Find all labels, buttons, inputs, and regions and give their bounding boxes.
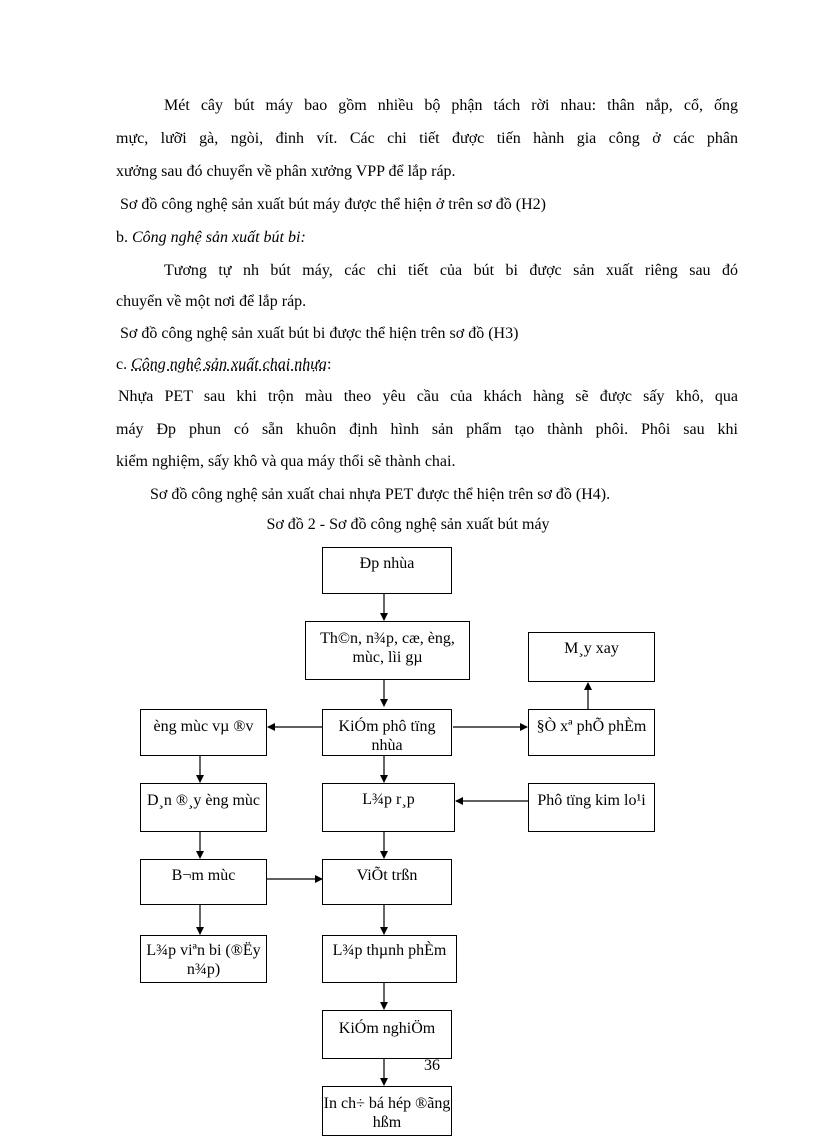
- box-dan-day: D¸n ®¸y èng mùc: [140, 783, 267, 832]
- paragraph-1-line-3: xưởng sau đó chuyển về phân xưởng VPP để lắp ráp.: [116, 163, 456, 180]
- box-ep-nhua: Đp nhùa: [322, 547, 452, 594]
- box-may-xay: M¸y xay: [528, 632, 655, 682]
- heading-c-prefix: c.: [116, 356, 132, 373]
- heading-c-colon: :: [326, 356, 332, 373]
- heading-c-title: Công nghệ sản xuất chai nhựa: [131, 356, 327, 373]
- box-bom-muc: B¬m mùc: [140, 859, 267, 905]
- paragraph-3-line-2: chuyển về một nơi để lắp ráp.: [116, 293, 307, 310]
- paragraph-5-line-3: kiểm nghiệm, sấy khô và qua máy thổi sẽ thành chai.: [116, 453, 456, 470]
- page-number: 36: [424, 1057, 440, 1074]
- box-pho-tung-kim: Phô tïng kim lo¹i: [528, 783, 655, 832]
- box-de-xa: §Ò xª phÕ phÈm: [528, 709, 655, 756]
- paragraph-5-line-2: máy Đp phun có sẵn khuôn định hình sản phẩm tạo thành phôi. Phôi sau khi: [116, 421, 738, 438]
- paragraph-6: Sơ đồ công nghệ sản xuất chai nhựa PET được thể hiện trên sơ đồ (H4).: [150, 486, 611, 503]
- box-than-nap: Th©n, n¾p, cæ, èng, mùc, lìi gµ: [305, 621, 470, 680]
- box-lap-thanh: L¾p thµnh phÈm: [322, 935, 457, 983]
- box-in-chu: In ch÷ bá hép ®ãng hßm: [322, 1086, 452, 1136]
- paragraph-3-line-1: Tương tự nh bút máy, các chi tiết của bút bi được sản xuất riêng sau đó: [164, 262, 738, 279]
- diagram-caption: Sơ đồ 2 - Sơ đồ công nghệ sản xuất bút máy: [266, 516, 550, 533]
- box-lap-rap: L¾p r¸p: [322, 783, 455, 832]
- heading-b-title: Công nghệ sản xuất bút bi:: [132, 229, 306, 246]
- paragraph-4: Sơ đồ công nghệ sản xuất bút bi được thể hiện trên sơ đồ (H3): [120, 325, 519, 342]
- paragraph-5-line-1: Nhựa PET sau khi trộn màu theo yêu cầu của khách hàng sẽ được sấy khô, qua: [118, 388, 738, 405]
- box-lap-vien-bi: L¾p viªn bi (®Ëy n¾p): [140, 935, 267, 983]
- box-kiem-pho: KiÓm phô tïng nhùa: [322, 709, 452, 756]
- paragraph-1-line-1: Mét cây bút máy bao gồm nhiều bộ phận tách rời nhau: thân nắp, cổ, ống: [164, 97, 738, 114]
- paragraph-1-line-2: mực, lưỡi gà, ngòi, đinh vít. Các chi tiết được tiến hành gia công ở các phân: [116, 130, 738, 147]
- box-kiem-nghiem: KiÓm nghiÖm: [322, 1010, 452, 1059]
- box-ong-muc: èng mùc vµ ®v: [140, 709, 267, 756]
- box-viet-thu: ViÕt trßn: [322, 859, 452, 905]
- paragraph-2: Sơ đồ công nghệ sản xuất bút máy được thể hiện ở trên sơ đồ (H2): [120, 196, 546, 213]
- heading-b-prefix: b.: [116, 229, 132, 246]
